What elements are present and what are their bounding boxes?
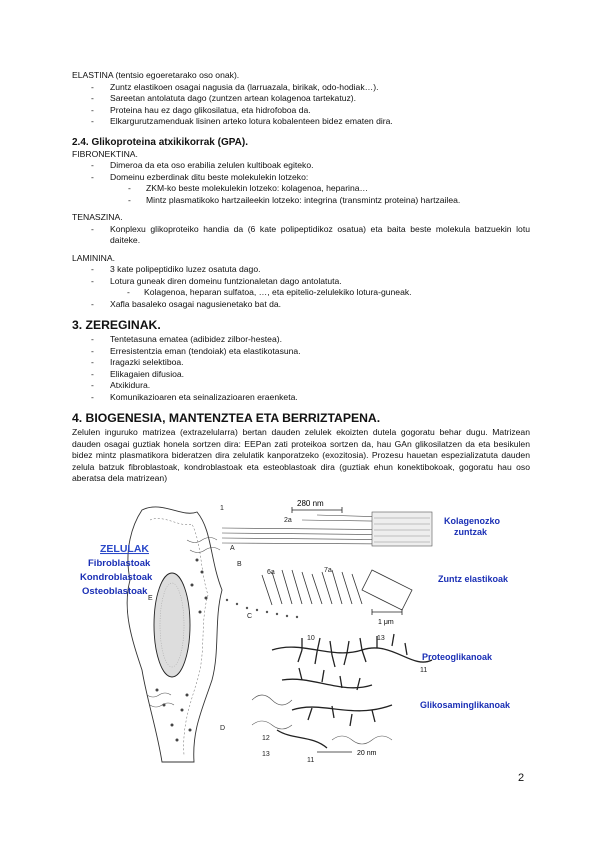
figure-number: 11	[420, 667, 428, 674]
figure-number: 10	[307, 635, 315, 642]
elastic-fibers	[262, 570, 412, 610]
list-item: - Domeinu ezberdinak ditu beste molekulekin lotzeko:	[72, 172, 530, 184]
elastina-list	[72, 82, 530, 128]
cell-type-label: Fibroblastoak	[88, 558, 151, 569]
tenaszina-list	[72, 224, 530, 247]
figure-letter: E	[148, 595, 153, 602]
list-item: - Dimeroa da eta oso erabilia zelulen kultiboak egiteko.	[72, 160, 530, 172]
page-number: 2	[518, 772, 525, 784]
list-item: - Iragazki selektiboa.	[72, 357, 530, 369]
glikosaminglikanoak-label: Glikosaminglikanoak	[420, 700, 511, 710]
figure-number: 6a	[267, 569, 275, 576]
sub-list-item: - ZKM-ko beste molekulekin lotzeko: kolagenoa, heparina…	[72, 183, 530, 195]
section-title-biogenesia: 4. BIOGENESIA, MANTENZTEA ETA BERRIZTAPENA.	[72, 411, 381, 425]
sub-list-item: - Mintz plasmatikoko hartzaileekin lotzeko: integrina (transmintz proteina) hartzailea.	[72, 195, 530, 207]
laminina-list	[72, 264, 530, 287]
list-item: - Elikagaien difusioa.	[72, 369, 530, 381]
list-item: - Lotura guneak diren domeinu funtzionaletan dago antolatuta.	[72, 276, 530, 288]
proteoglycan-network	[272, 634, 432, 748]
biogenesia-paragraph: Zelulen inguruko matrizea (extrazelularra) bertan dauden zelulek ekoizten dutela gogoratu behar dugu. Matrizean dauden osagai guztiak honela sortzen dira: EEPan zati proteikoa sortzen da, hau GAn glikosilatzen da eta besikulen bidez mintz plasmatikora bideratzen dira zelulatik kanporatzeko (exozitosia). Prozesu hauetan espezializatuta dauden zelula batzuk fibroblastoak, kondroblastoak eta esteoblastoak dira (guztiak ehun konektibokoak, gogoratu hau oso aberatsa dela matrizean)	[72, 427, 530, 483]
nucleus	[154, 573, 190, 677]
proteoglikanoak-label: Proteoglikanoak	[422, 652, 493, 662]
sub-list-item: - Kolagenoa, heparan sulfatoa, …, eta epitelio-zelulekiko lotura-guneak.	[72, 287, 530, 299]
extracellular-matrix-figure	[80, 499, 532, 768]
list-item: - Proteina hau ez dago glikosilatua, eta hidrofoboa da.	[72, 105, 530, 117]
scale-label-bottom: 20 nm	[357, 750, 377, 757]
cell-type-label: Kondroblastoak	[80, 572, 153, 583]
matrix-illustration	[80, 499, 532, 768]
figure-number: 1	[220, 505, 224, 512]
fibronektina-heading: FIBRONEKTINA.	[72, 148, 138, 159]
zereginak-list	[72, 334, 530, 403]
list-item: - Sareetan antolatuta dago (zuntzen artean kolagenoa tartekatuz).	[72, 93, 530, 105]
figure-number: 11	[307, 757, 315, 764]
list-item: - Konplexu glikoproteiko handia da (6 kate polipeptidikoz osatua) eta baita beste molekula batzuekin lotu daiteke.	[72, 224, 530, 247]
tenaszina-heading: TENASZINA.	[72, 212, 123, 222]
figure-letter: B	[237, 561, 242, 568]
list-item: - Tentetasuna ematea (adibidez zilbor-hestea).	[72, 334, 530, 346]
list-item: - Komunikazioaren eta seinalizazioaren eraenketa.	[72, 392, 530, 404]
figure-number: 2a	[284, 517, 292, 524]
kolageno-label: Kolagenozko zuntzak	[444, 516, 501, 537]
figure-number: 13	[262, 751, 270, 758]
figure-letter: C	[247, 613, 253, 620]
figure-number: 7a	[324, 567, 332, 574]
figure-letter: A	[230, 545, 235, 552]
list-item: - Elkargurutzamenduak lisinen arteko lotura kobalenteen bidez ematen dira.	[72, 116, 530, 128]
zelulak-label: ZELULAK	[100, 543, 149, 555]
secretion-dots	[226, 599, 298, 618]
section-title-zereginak: 3. ZEREGINAK.	[72, 318, 161, 332]
document-page	[72, 70, 530, 485]
elastiko-label: Zuntz elastikoak	[438, 574, 509, 584]
cell-type-label: Osteoblastoak	[82, 586, 148, 597]
laminina-heading: LAMININA.	[72, 252, 115, 263]
scale-label-mid: 1 μm	[378, 619, 394, 626]
section-title-gpa: 2.4. Glikoproteina atxikikorrak (GPA).	[72, 136, 248, 148]
list-item: - Atxikidura.	[72, 380, 530, 392]
laminina-list-after	[72, 299, 530, 311]
figure-number: 13	[377, 635, 385, 642]
list-item: - Erresistentzia eman (tendoiak) eta elastikotasuna.	[72, 346, 530, 358]
figure-letter: D	[220, 725, 226, 732]
glycosaminoglycan-strands	[252, 695, 392, 744]
laminina-sublist	[72, 287, 530, 299]
fibronektina-sublist	[72, 183, 530, 206]
list-item: - 3 kate polipeptidiko luzez osatuta dago.	[72, 264, 530, 276]
figure-number: 12	[262, 735, 270, 742]
fibronektina-list	[72, 160, 530, 183]
scale-label-top: 280 nm	[297, 499, 324, 508]
elastina-heading: ELASTINA (tentsio egoeretarako oso onak).	[72, 70, 240, 80]
list-item: - Xafla basaleko osagai nagusienetako bat da.	[72, 299, 530, 311]
collagen-bundle	[372, 512, 432, 546]
list-item: - Zuntz elastikoen osagai nagusia da (larruazala, birikak, odo-hodiak…).	[72, 82, 530, 94]
